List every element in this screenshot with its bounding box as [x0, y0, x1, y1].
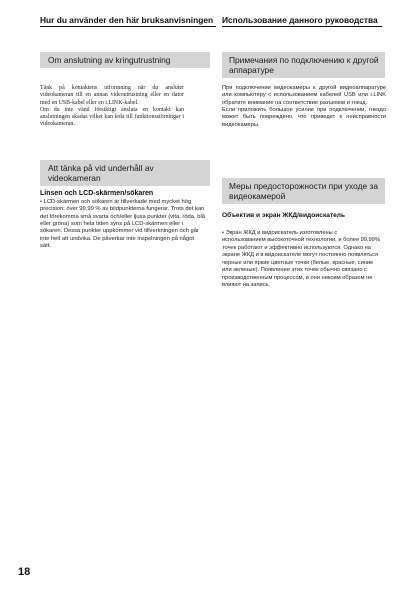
right-section-heading-peripherals: Примечания по подключению к другой аппаратуре: [222, 52, 385, 78]
right-section-heading-maintenance: Меры предосторожности при уходе за видеокамерой: [222, 178, 385, 204]
left-subheading-lens: Linsen och LCD-skärmen/sökaren: [40, 190, 154, 197]
left-section-body-peripherals: Tänk på kontaktens utformning när du ansluter videokameran till en annan videoutrustning eller en dator med en USB-kabel eller en i.LINK-kabel. Om du inte vänd försiktigt ansluta en kontakt kan anslutningen skadas vilket kan leda till funktionsstörningar i videokameran.: [40, 85, 184, 128]
left-section-heading-peripherals: Om anslutning av kringutrustning: [40, 52, 210, 68]
left-section-heading-maintenance: Att tänka på vid underhåll av videokameran: [40, 160, 210, 186]
right-column-title: Использование данного руководства: [222, 15, 382, 27]
left-column-title: Hur du använder den här bruksanvisningen: [40, 15, 216, 27]
right-subheading-lens: Объектив и экран ЖКД/видоискатель: [222, 212, 346, 219]
right-bullet-lcd: • Экран ЖКД и видоискатель изготовлены с использованием высокоточной технологии, и более 99,99% точек работают и эффективно используются. Однако на экране ЖКД и в видоискателе могут постоянно появляться черные или яркие цветные точки (белые, красные, синие или зеленые). Появление этих точек обычно связано с производственным процессом, и они никоим образом не влияют на запись.: [222, 230, 380, 289]
left-bullet-lcd: • LCD-skärmen och sökaren är tillverkade med mycket hög precision; över 99,99 % av bildpunkterna fungerar. Trots det kan det förekomma små svarta och/eller ljusa punkter (vita, röda, blå eller gröna) som hela tiden syns på LCD-skärmen eller i sökaren. Dessa punkter uppkommer vid tillverkningen och går inte helt att undvika. De påverkar inte inspelningen på något sätt.: [40, 199, 205, 250]
right-section-body-peripherals: При подключении видеокамеры к другой видеоаппаратуре или компьютеру с использованием кабелей USB или i.LINK обратите внимание на соответствие разъемов и гнезд. Если приложить большое усилие при подключении, гнездо может быть повреждено, что приведет к неисправности видеокамеры.: [222, 85, 386, 128]
page-number: 18: [18, 566, 31, 578]
